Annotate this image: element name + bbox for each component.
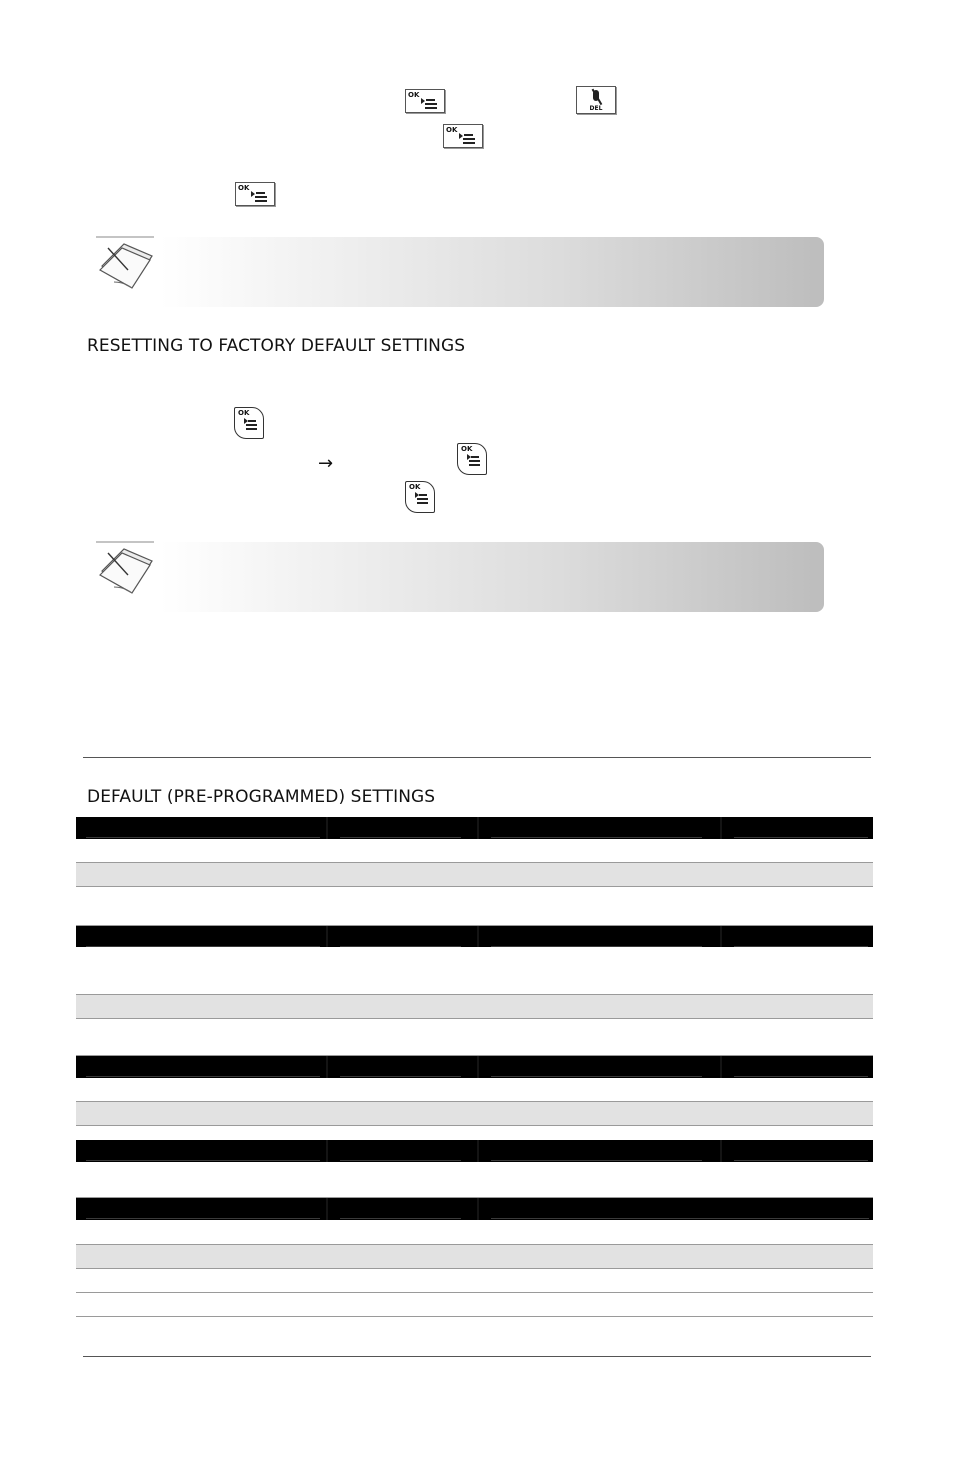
table-cell bbox=[84, 947, 338, 994]
table-cell bbox=[338, 1198, 479, 1220]
table-cell bbox=[732, 1102, 886, 1125]
table-cell bbox=[338, 1056, 479, 1078]
note-paper-icon bbox=[94, 236, 156, 292]
table-cell bbox=[489, 1245, 887, 1268]
table-cell bbox=[489, 1293, 887, 1316]
table-cell bbox=[732, 887, 886, 925]
table-cell bbox=[338, 839, 479, 862]
table-cell bbox=[732, 1056, 886, 1078]
table-cell bbox=[84, 863, 338, 886]
table-cell bbox=[489, 1056, 720, 1078]
ok-menu-key-icon: OK bbox=[235, 182, 275, 206]
table-cell bbox=[84, 839, 338, 862]
table-cell bbox=[84, 817, 338, 839]
table-cell bbox=[732, 926, 886, 948]
table-cell bbox=[84, 887, 338, 925]
table-header-row bbox=[76, 1140, 873, 1162]
footer-divider bbox=[83, 1356, 871, 1357]
table-cell bbox=[338, 1293, 479, 1316]
arrow-right-icon: → bbox=[318, 453, 334, 474]
ok-menu-key-icon: OK bbox=[457, 443, 487, 475]
ok-menu-key-icon bbox=[405, 89, 445, 113]
table-cell bbox=[338, 1140, 479, 1162]
section-heading-defaults: DEFAULT (PRE-PROGRAMMED) SETTINGS bbox=[87, 787, 436, 807]
table-row bbox=[76, 1245, 873, 1269]
table-cell bbox=[489, 1019, 720, 1055]
table-cell bbox=[489, 1221, 887, 1244]
table-cell bbox=[84, 1056, 338, 1078]
table-row bbox=[76, 839, 873, 863]
table-cell bbox=[489, 1163, 720, 1197]
table-cell bbox=[338, 1221, 479, 1244]
table-row bbox=[76, 1019, 873, 1056]
section-divider bbox=[83, 757, 871, 758]
table-row bbox=[76, 887, 873, 926]
table-row bbox=[76, 1102, 873, 1126]
table-cell bbox=[338, 1079, 479, 1101]
table-cell bbox=[338, 817, 479, 839]
del-key-label: DEL bbox=[589, 105, 603, 112]
table-row bbox=[76, 1221, 873, 1245]
table-cell bbox=[84, 926, 338, 948]
table-cell bbox=[732, 839, 886, 862]
table-cell bbox=[732, 1019, 886, 1055]
section-heading-reset: RESETTING TO FACTORY DEFAULT SETTINGS bbox=[87, 336, 466, 356]
table-cell bbox=[84, 1102, 338, 1125]
ok-menu-key-icon: OK bbox=[405, 481, 435, 513]
table-cell bbox=[732, 1163, 886, 1197]
table-cell bbox=[489, 887, 720, 925]
table-cell bbox=[84, 1140, 338, 1162]
table-cell bbox=[489, 947, 720, 994]
note-box bbox=[160, 542, 824, 612]
table-cell bbox=[84, 1269, 338, 1292]
table-cell bbox=[489, 995, 720, 1018]
table-row bbox=[76, 1163, 873, 1198]
table-cell bbox=[732, 863, 886, 886]
table-cell bbox=[84, 1245, 338, 1268]
table-cell bbox=[489, 839, 720, 862]
delete-mute-key-icon bbox=[576, 86, 616, 114]
table-cell bbox=[338, 1163, 479, 1197]
table-cell bbox=[338, 863, 479, 886]
table-cell bbox=[489, 1269, 887, 1292]
table-cell bbox=[489, 817, 720, 839]
ok-menu-key-icon: OK bbox=[443, 124, 483, 148]
note-box bbox=[160, 237, 824, 307]
table-cell bbox=[489, 1198, 887, 1220]
table-row bbox=[76, 863, 873, 887]
table-cell bbox=[338, 1019, 479, 1055]
table-cell bbox=[338, 1102, 479, 1125]
table-cell bbox=[489, 926, 720, 948]
table-cell bbox=[338, 995, 479, 1018]
table-header-row bbox=[76, 1198, 873, 1220]
table-header-row bbox=[76, 926, 873, 948]
table-cell bbox=[338, 1245, 479, 1268]
table-cell bbox=[84, 1163, 338, 1197]
table-cell bbox=[489, 1140, 720, 1162]
table-cell bbox=[84, 1293, 338, 1316]
table-cell bbox=[489, 863, 720, 886]
table-cell bbox=[732, 1140, 886, 1162]
table-cell bbox=[338, 887, 479, 925]
table-cell bbox=[732, 947, 886, 994]
table-cell bbox=[84, 995, 338, 1018]
table-row bbox=[76, 1269, 873, 1293]
table-row bbox=[76, 1293, 873, 1317]
note-paper-icon bbox=[94, 541, 156, 597]
table-header-row bbox=[76, 817, 873, 839]
ok-menu-key-icon: OK bbox=[234, 407, 264, 439]
table-cell bbox=[489, 1102, 720, 1125]
table-cell bbox=[732, 995, 886, 1018]
table-cell bbox=[84, 1221, 338, 1244]
table-cell bbox=[338, 947, 479, 994]
table-header-row bbox=[76, 1056, 873, 1078]
table-cell bbox=[732, 1079, 886, 1101]
table-cell bbox=[338, 1269, 479, 1292]
table-row bbox=[76, 1079, 873, 1102]
table-row bbox=[76, 947, 873, 995]
table-row bbox=[76, 995, 873, 1019]
table-cell bbox=[489, 1079, 720, 1101]
table-cell bbox=[732, 817, 886, 839]
ok-key-label: OK bbox=[408, 91, 420, 99]
table-cell bbox=[338, 926, 479, 948]
table-cell bbox=[84, 1079, 338, 1101]
table-cell bbox=[84, 1019, 338, 1055]
table-cell bbox=[84, 1198, 338, 1220]
